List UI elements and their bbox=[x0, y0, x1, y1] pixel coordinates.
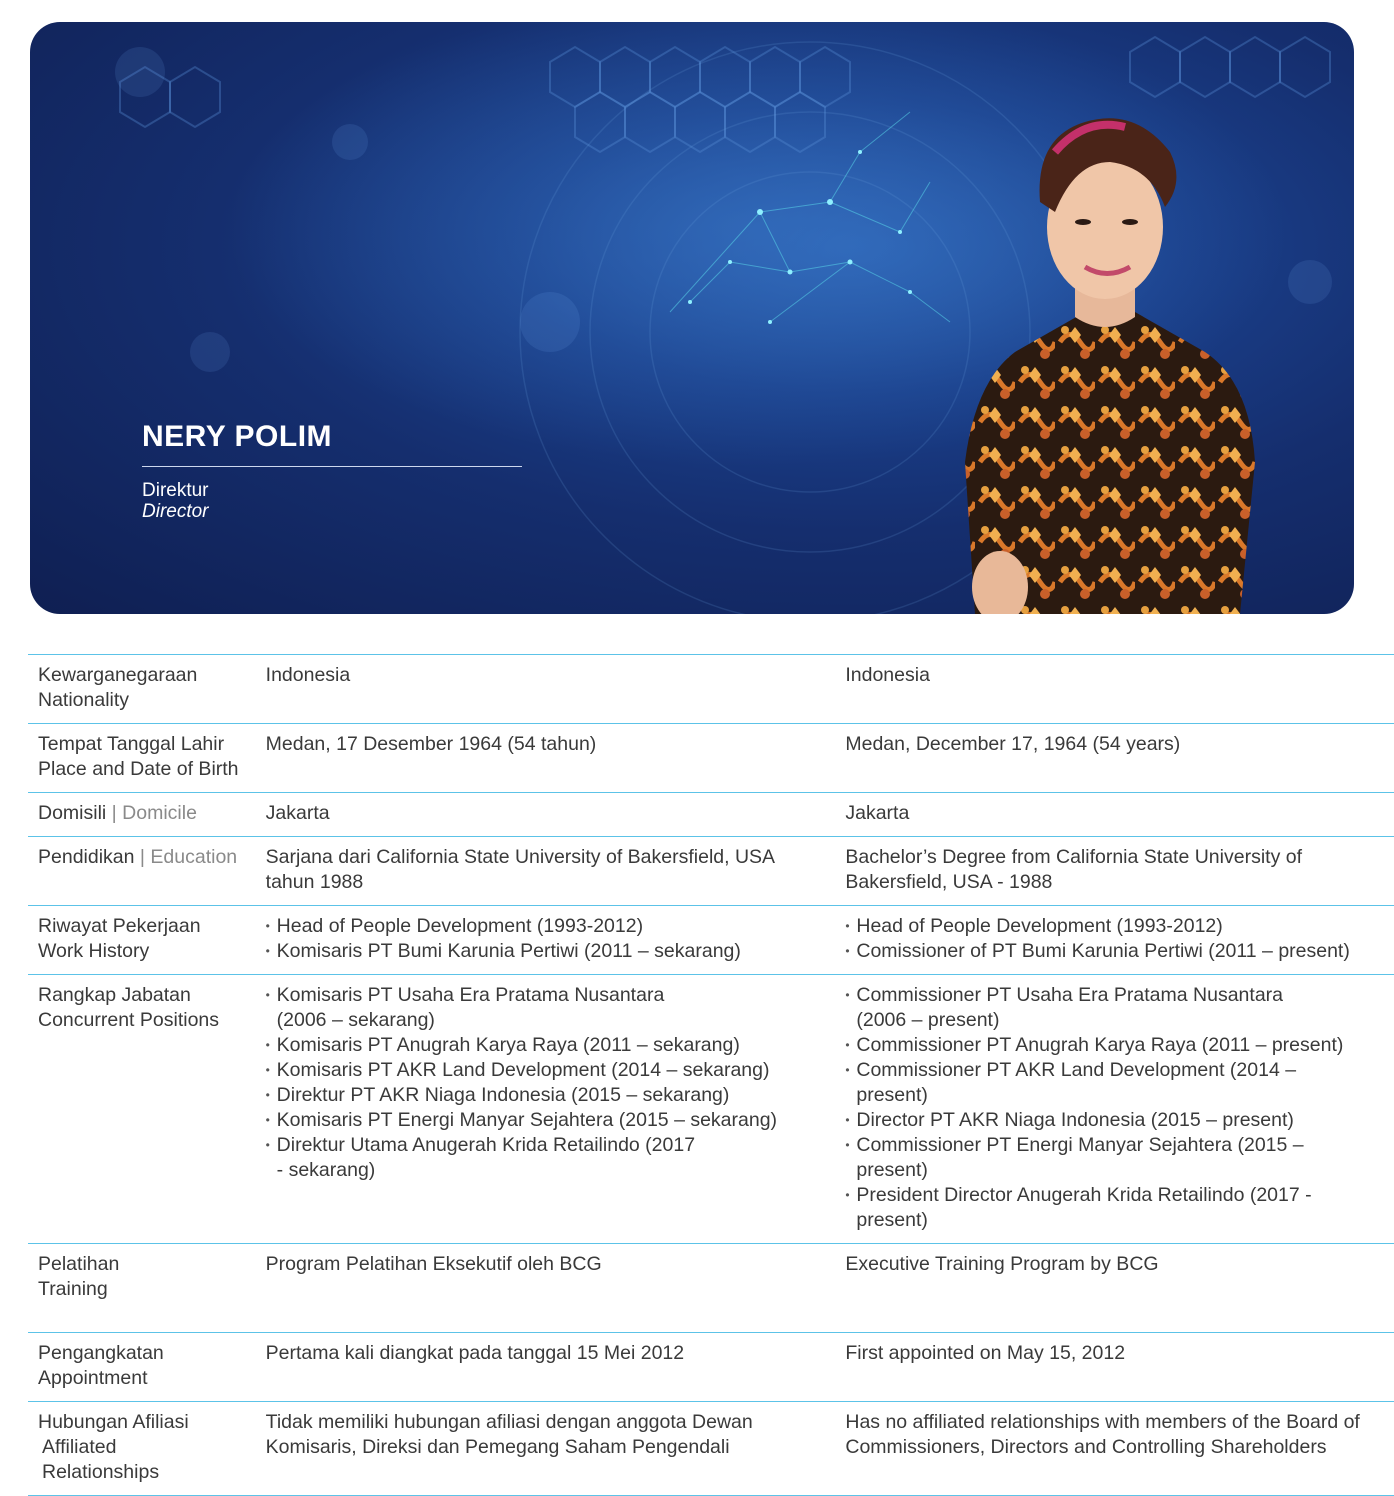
label-en: Affiliated Relationships bbox=[42, 1436, 160, 1483]
row-domicile bbox=[28, 793, 1394, 837]
list-item: • Head of People Development (1993-2012) bbox=[266, 914, 828, 939]
work-history-list-id bbox=[266, 914, 828, 964]
label-id: Tempat Tanggal Lahir bbox=[38, 733, 225, 755]
value-id: Pertama kali diangkat pada tanggal 15 Mei 2012 bbox=[256, 1333, 836, 1402]
label-id: Domisili bbox=[38, 802, 107, 824]
list-item: • Komisaris PT Bumi Karunia Pertiwi (2011 – sekarang) bbox=[266, 939, 828, 964]
label-cell bbox=[28, 1402, 256, 1496]
label-cell bbox=[28, 1333, 256, 1402]
label-id: Pendidikan bbox=[38, 846, 135, 868]
value-id bbox=[256, 906, 836, 975]
list-item: • Director PT AKR Niaga Indonesia (2015 – present) bbox=[845, 1108, 1315, 1133]
label-en: Education bbox=[150, 846, 238, 868]
label-en: Domicile bbox=[122, 802, 197, 824]
label-en: Nationality bbox=[38, 689, 130, 711]
value-id: Program Pelatihan Eksekutif oleh BCG bbox=[256, 1244, 836, 1333]
label-en: Training bbox=[38, 1278, 108, 1300]
row-birth bbox=[28, 724, 1394, 793]
position-title-id: Direktur bbox=[142, 480, 209, 501]
label-separator: | bbox=[134, 846, 151, 868]
list-item: • Komisaris PT Energi Manyar Sejahtera (2015 – sekarang) bbox=[266, 1108, 696, 1133]
list-item: • Komisaris PT AKR Land Development (2014 – sekarang) bbox=[266, 1058, 696, 1083]
list-item: • Commissioner PT AKR Land Development (2014 – present) bbox=[845, 1058, 1315, 1108]
list-item: • Direktur PT AKR Niaga Indonesia (2015 – sekarang) bbox=[266, 1083, 696, 1108]
label-id: Hubungan Afiliasi bbox=[38, 1411, 189, 1433]
value-en: Medan, December 17, 1964 (54 years) bbox=[835, 724, 1394, 793]
value-id bbox=[256, 975, 836, 1244]
label-id: Rangkap Jabatan bbox=[38, 984, 191, 1006]
label-cell bbox=[28, 906, 256, 975]
list-item: • Commissioner PT Energi Manyar Sejahtera (2015 – present) bbox=[845, 1133, 1315, 1183]
list-item: • Commissioner PT Anugrah Karya Raya (2011 – present) bbox=[845, 1033, 1315, 1058]
label-en: Appointment bbox=[38, 1367, 148, 1389]
value-en: Executive Training Program by BCG bbox=[835, 1244, 1394, 1333]
list-item: • President Director Anugerah Krida Retailindo (2017 - present) bbox=[845, 1183, 1315, 1233]
value-id: Medan, 17 Desember 1964 (54 tahun) bbox=[256, 724, 836, 793]
row-work-history bbox=[28, 906, 1394, 975]
value-en: Indonesia bbox=[835, 655, 1394, 724]
concurrent-list-en bbox=[845, 983, 1344, 1233]
list-item: • Komisaris PT Anugrah Karya Raya (2011 – sekarang) bbox=[266, 1033, 696, 1058]
label-id: Pengangkatan bbox=[38, 1342, 164, 1364]
row-education bbox=[28, 837, 1394, 906]
label-cell bbox=[28, 1244, 256, 1333]
label-cell bbox=[28, 837, 256, 906]
value-en: Bachelor’s Degree from California State University of Bakersfield, USA - 1988 bbox=[835, 837, 1394, 906]
row-concurrent-positions bbox=[28, 975, 1394, 1244]
label-id: Pelatihan bbox=[38, 1253, 120, 1275]
list-item: • Direktur Utama Anugerah Krida Retailindo (2017 - sekarang) bbox=[266, 1133, 696, 1183]
row-nationality bbox=[28, 655, 1394, 724]
concurrent-list-id bbox=[266, 983, 778, 1183]
work-history-list-en bbox=[845, 914, 1386, 964]
value-id: Indonesia bbox=[256, 655, 836, 724]
profile-table bbox=[28, 654, 1394, 1496]
row-affiliation bbox=[28, 1402, 1394, 1496]
value-en: Jakarta bbox=[835, 793, 1394, 837]
name-divider bbox=[142, 466, 522, 467]
label-en: Work History bbox=[38, 940, 150, 962]
value-id: Tidak memiliki hubungan afiliasi dengan anggota Dewan Komisaris, Direksi dan Pemegang Saham Pengendali bbox=[256, 1402, 836, 1496]
label-cell bbox=[28, 724, 256, 793]
value-en bbox=[835, 975, 1394, 1244]
row-training bbox=[28, 1244, 1394, 1333]
label-cell bbox=[28, 793, 256, 837]
label-en: Concurrent Positions bbox=[38, 1009, 220, 1031]
label-id: Riwayat Pekerjaan bbox=[38, 915, 201, 937]
value-en: First appointed on May 15, 2012 bbox=[835, 1333, 1394, 1402]
list-item: • Comissioner of PT Bumi Karunia Pertiwi (2011 – present) bbox=[845, 939, 1386, 964]
portrait-photo bbox=[935, 82, 1265, 614]
person-name: NERY POLIM bbox=[142, 420, 333, 453]
list-item: • Commissioner PT Usaha Era Pratama Nusantara (2006 – present) bbox=[845, 983, 1315, 1033]
label-separator: | bbox=[106, 802, 123, 824]
value-id: Jakarta bbox=[256, 793, 836, 837]
label-cell bbox=[28, 655, 256, 724]
value-en bbox=[835, 906, 1394, 975]
label-en: Place and Date of Birth bbox=[38, 758, 239, 780]
row-appointment bbox=[28, 1333, 1394, 1402]
value-en: Has no affiliated relationships with members of the Board of Commissioners, Directors and Controlling Shareholders bbox=[835, 1402, 1394, 1496]
profile-banner bbox=[30, 22, 1354, 614]
label-cell bbox=[28, 975, 256, 1244]
value-id: Sarjana dari California State University of Bakersfield, USA tahun 1988 bbox=[256, 837, 836, 906]
label-id: Kewarganegaraan bbox=[38, 664, 198, 686]
list-item: • Head of People Development (1993-2012) bbox=[845, 914, 1386, 939]
position-title-en: Director bbox=[142, 501, 209, 522]
list-item: • Komisaris PT Usaha Era Pratama Nusantara (2006 – sekarang) bbox=[266, 983, 696, 1033]
